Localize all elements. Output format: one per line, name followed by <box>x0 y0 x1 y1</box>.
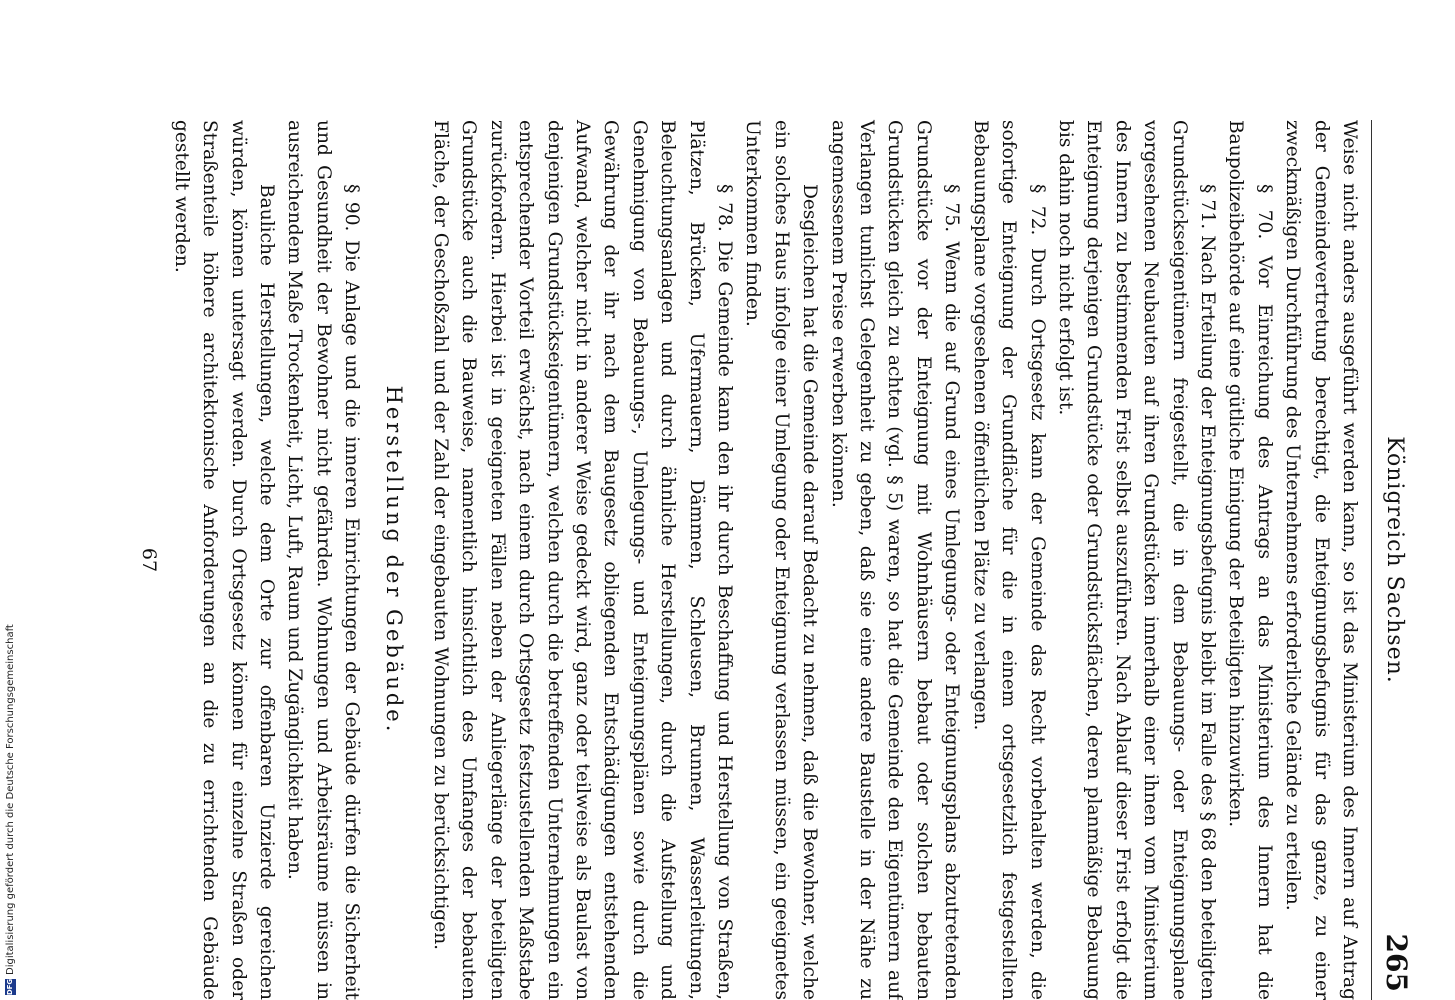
dfg-credit-text: Digitalisierung gefördert durch die Deutsche Forschungsgemeinschaft <box>4 624 16 975</box>
page-header <box>1375 120 1415 1000</box>
paragraph-section-90: § 90. Die Anlage und die inneren Einrichtungen der Gebäude dürfen die Sicherheit und Gesundheit der Bewohner nicht gefährden. Wohnungen und Arbeitsräume müssen in ausreichendem Maße Trockenheit, Licht, Luft, Raum und Zugänglichkeit haben. <box>284 120 363 1000</box>
paragraph-section-71: § 71. Nach Erteilung der Enteignungsbefugnis bleibt im Falle des § 68 den beteiligten Grundstückseigentümern freigestellt, die in dem Bebauungs- oder Enteignungsplane vorgesehenen Neubauten auf ihren Grundstücken innerhalb einer ihnen vom Ministerium des Innern zu bestimmenden Frist selbst auszuführen. Nach Ablauf dieser Frist erfolgt die Enteignung derjenigen Grundstücke oder Grundstücksflächen, deren planmäßige Bebauung bis dahin noch nicht erfolgt ist. <box>1054 120 1218 1000</box>
rotated-page <box>105 120 1415 1000</box>
page-number: 265 <box>1380 933 1413 992</box>
paragraph: Weise nicht anders ausgeführt werden kann, so ist das Ministerium des Innern auf Antrag der Gemeindevertretung berechtigt, die Enteignungsbefugnis für das ganze, zu einer zweckmäßigen Durchführung des Unternehmens erforderliche Gelände zu erteilen. <box>1282 120 1360 1000</box>
paragraph-section-70: § 70. Vor Einreichung des Antrags an das Ministerium des Innern hat die Baupolizeibehörde auf eine gütliche Einigung der Beteiligten hinzuwirken. <box>1225 120 1275 1000</box>
section-heading: Herstellung der Gebäude. <box>381 385 406 735</box>
running-title: Königreich Sachsen. <box>1382 436 1407 684</box>
paragraph: Desgleichen hat die Gemeinde darauf Bedacht zu nehmen, daß die Bewohner, welche ein solches Haus infolge einer Umlegung oder Enteignung verlassen müssen, ein geeignetes Unterkommen finden. <box>742 120 821 1000</box>
page-body <box>166 120 1363 1000</box>
dfg-credit-bar <box>3 605 17 995</box>
paragraph-section-72: § 72. Durch Ortsgesetz kann der Gemeinde das Recht vorbehalten werden, die sofortige Enteignung der Grundfläche für die in einem ortsgesetzlich festgestellten Bebauungsplane vorgesehenen öffentlichen Plätze zu verlangen. <box>969 120 1048 1000</box>
paragraph: Bauliche Herstellungen, welche dem Orte zur offenbaren Unzierde gereichen würden, können untersagt werden. Durch Ortsgesetz können für einzelne Straßen oder Straßenteile höhere architektonische Anforderungen an die zu errichtenden Gebäude gestellt werden. <box>170 120 277 1000</box>
paragraph-section-75: § 75. Wenn die auf Grund eines Umlegungs- oder Enteignungsplans abzutretenden Grundstücke vor der Enteignung mit Wohnhäusern bebaut oder solchen bebauten Grundstücken gleich zu achten (vgl. § 5) waren, so hat die Gemeinde den Eigentümern auf Verlangen tunlichst Gelegenheit zu geben, daß sie eine andere Baustelle in der Nähe zu angemessenem Preise erwerben können. <box>827 120 963 1000</box>
dfg-logo-icon: DFG <box>6 978 14 996</box>
paragraph-section-78: § 78. Die Gemeinde kann den ihr durch Beschaffung und Herstellung von Straßen, Plätzen, Brücken, Ufermauern, Dämmen, Schleusen, Brunnen, Wasserleitungen, Beleuchtungsanlagen und durch ähnliche Herstellungen, durch die Aufstellung und Genehmigung von Bebauungs-, Umlegungs- und Enteignungsplänen sowie durch die Gewährung der ihr nach dem Baugesetz obliegenden Entschädigungen entstehenden Aufwand, welcher nicht in anderer Weise gedeckt wird, ganz oder teilweise als Baulast von denjenigen Grundstückseigentümern, welchen durch die betreffenden Unternehmungen ein entsprechender Vorteil erwächst, nach einem durch Ortsgesetz festzustellenden Maßstabe zurückfordern. Hierbei ist in geeigneten Fällen neben der Anliegerlänge der beteiligten Grundstücke auch die Bauweise, namentlich hinsichtlich des Umfanges der bebauten Fläche, der Geschoßzahl und der Zahl der eingebauten Wohnungen zu berücksichtigen. <box>430 120 736 1000</box>
sheet-number: 67 <box>138 547 160 573</box>
header-rule <box>1371 120 1372 1000</box>
